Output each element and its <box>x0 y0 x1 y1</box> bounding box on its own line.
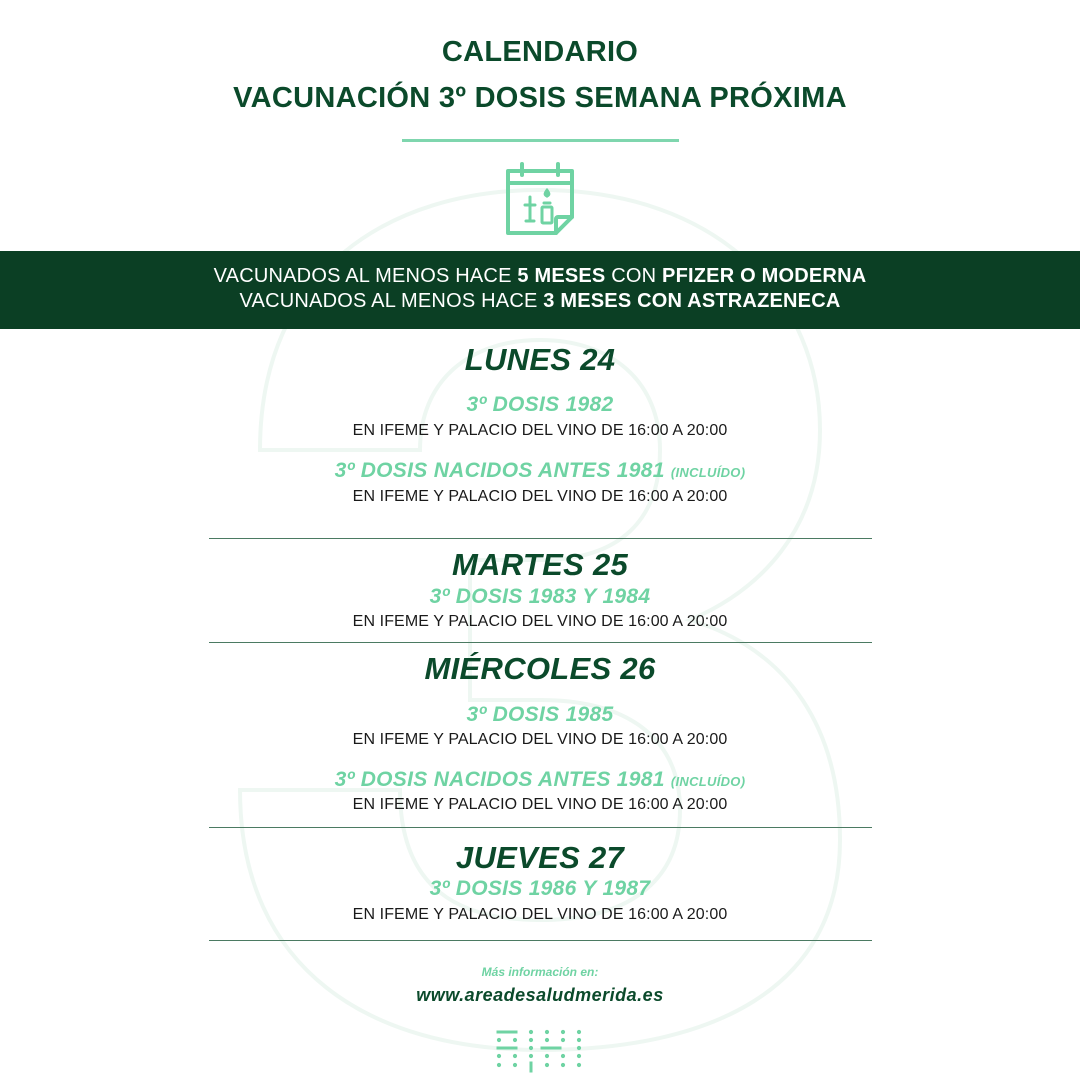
location-line: EN IFEME Y PALACIO DEL VINO DE 16:00 A 20:00 <box>352 906 728 923</box>
day-heading-monday: LUNES 24 <box>464 342 616 377</box>
website-link[interactable]: www.areadesaludmerida.es <box>416 985 664 1005</box>
day-heading-tuesday: MARTES 25 <box>451 547 629 582</box>
dose-line: 3º DOSIS 1986 Y 1987 <box>429 877 651 900</box>
section-divider <box>209 642 872 643</box>
dose-line: 3º DOSIS NACIDOS ANTES 1981 (INCLUÍDO) <box>334 768 746 791</box>
section-divider <box>209 538 872 539</box>
location-line: EN IFEME Y PALACIO DEL VINO DE 16:00 A 20:00 <box>352 613 728 630</box>
location-line: EN IFEME Y PALACIO DEL VINO DE 16:00 A 20:00 <box>352 422 728 439</box>
dose-line: 3º DOSIS NACIDOS ANTES 1981 (INCLUÍDO) <box>334 459 746 482</box>
more-info-label: Más información en: <box>481 965 599 979</box>
eligibility-banner <box>0 251 1080 329</box>
calendar-vaccine-icon <box>500 159 580 239</box>
title-line-1: CALENDARIO <box>441 36 639 68</box>
title-divider <box>402 139 679 142</box>
day-heading-wednesday: MIÉRCOLES 26 <box>424 651 656 686</box>
health-area-logo <box>495 1027 587 1073</box>
section-divider <box>209 827 872 828</box>
dose-line: 3º DOSIS 1985 <box>466 703 614 726</box>
dose-line: 3º DOSIS 1982 <box>466 393 614 416</box>
location-line: EN IFEME Y PALACIO DEL VINO DE 16:00 A 20:00 <box>352 796 728 813</box>
section-divider <box>209 940 872 941</box>
day-heading-thursday: JUEVES 27 <box>455 840 625 875</box>
dose-line: 3º DOSIS 1983 Y 1984 <box>429 585 651 608</box>
location-line: EN IFEME Y PALACIO DEL VINO DE 16:00 A 20:00 <box>352 731 728 748</box>
location-line: EN IFEME Y PALACIO DEL VINO DE 16:00 A 20:00 <box>352 488 728 505</box>
title-line-2: VACUNACIÓN 3º DOSIS SEMANA PRÓXIMA <box>233 82 847 114</box>
banner-line-2: VACUNADOS AL MENOS HACE 3 MESES CON ASTRAZENECA <box>239 290 841 312</box>
banner-line-1: VACUNADOS AL MENOS HACE 5 MESES CON PFIZER O MODERNA <box>213 265 867 287</box>
